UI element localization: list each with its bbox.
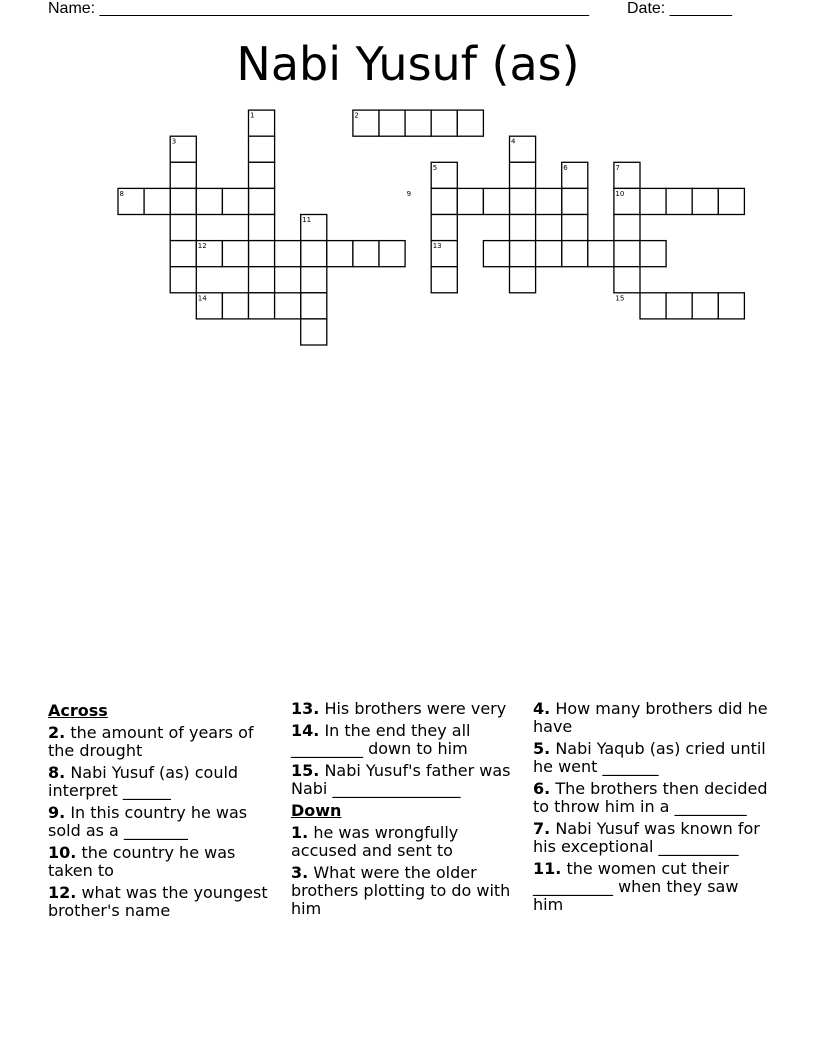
across-clue-list-continued bbox=[291, 700, 519, 798]
clue-text: In the end they all _________ down to him bbox=[291, 721, 471, 758]
crossword-cell[interactable] bbox=[144, 188, 170, 214]
crossword-cell[interactable] bbox=[379, 241, 405, 267]
clue-item bbox=[48, 884, 276, 920]
clue-number: 5. bbox=[533, 739, 551, 758]
cell-number: 5 bbox=[432, 163, 438, 172]
clue-text: Nabi Yusuf was known for his exceptional __________ bbox=[533, 819, 760, 856]
crossword-cell[interactable] bbox=[562, 241, 588, 267]
crossword-cell[interactable] bbox=[536, 241, 562, 267]
crossword-cell[interactable] bbox=[170, 162, 196, 188]
clue-item bbox=[48, 844, 276, 880]
crossword-cell[interactable] bbox=[249, 188, 275, 214]
clue-item bbox=[48, 764, 276, 800]
crossword-cell[interactable] bbox=[666, 293, 692, 319]
clue-item bbox=[291, 824, 519, 860]
crossword-cell[interactable] bbox=[170, 241, 196, 267]
crossword-cell[interactable] bbox=[249, 267, 275, 293]
crossword-cell[interactable] bbox=[431, 215, 457, 241]
clue-number: 15. bbox=[291, 761, 320, 780]
crossword-cell[interactable] bbox=[640, 241, 666, 267]
cell-number: 15 bbox=[615, 294, 625, 303]
crossword-cell[interactable] bbox=[588, 241, 614, 267]
crossword-grid bbox=[0, 0, 816, 400]
cell-number: 7 bbox=[615, 163, 620, 172]
down-clue-list-continued bbox=[533, 700, 769, 914]
cell-number: 1 bbox=[250, 111, 255, 120]
crossword-cell[interactable] bbox=[379, 110, 405, 136]
cell-number: 3 bbox=[171, 137, 177, 146]
crossword-cell[interactable] bbox=[431, 110, 457, 136]
crossword-cell[interactable] bbox=[692, 188, 718, 214]
name-field: Name: _______________________________________________________ bbox=[48, 0, 589, 17]
crossword-cell[interactable] bbox=[249, 215, 275, 241]
clue-text: Nabi Yusuf (as) could interpret ______ bbox=[48, 763, 239, 800]
clue-text: the amount of years of the drought bbox=[48, 723, 254, 760]
clue-item bbox=[291, 762, 519, 798]
crossword-cell[interactable] bbox=[170, 215, 196, 241]
clue-text: His brothers were very bbox=[324, 699, 507, 718]
crossword-cell[interactable] bbox=[301, 267, 327, 293]
clue-number: 13. bbox=[291, 699, 320, 718]
clue-item bbox=[291, 722, 519, 758]
clue-number: 10. bbox=[48, 843, 77, 862]
crossword-cell[interactable] bbox=[536, 188, 562, 214]
clue-item bbox=[48, 724, 276, 760]
clue-item bbox=[291, 864, 519, 918]
clue-number: 4. bbox=[533, 699, 551, 718]
clue-text: Nabi Yaqub (as) cried until he went _______ bbox=[533, 739, 766, 776]
clue-text: In this country he was sold as a ________ bbox=[48, 803, 248, 840]
cell-number: 11 bbox=[302, 216, 312, 224]
cell-number: 14 bbox=[197, 294, 207, 303]
down-heading: Down bbox=[291, 801, 342, 820]
crossword-cell[interactable] bbox=[614, 267, 640, 293]
clue-text: Nabi Yusuf's father was Nabi ________________ bbox=[291, 761, 511, 798]
clue-number: 2. bbox=[48, 723, 66, 742]
clue-text: The brothers then decided to throw him in a _________ bbox=[533, 779, 768, 816]
clue-item bbox=[533, 860, 769, 914]
crossword-cell[interactable] bbox=[562, 215, 588, 241]
clue-number: 6. bbox=[533, 779, 551, 798]
crossword-cell[interactable] bbox=[301, 241, 327, 267]
crossword-cell[interactable] bbox=[196, 188, 222, 214]
crossword-cell[interactable] bbox=[249, 293, 275, 319]
clue-text: what was the youngest brother's name bbox=[48, 883, 268, 920]
crossword-cell[interactable] bbox=[510, 267, 536, 293]
crossword-cell[interactable] bbox=[483, 241, 509, 267]
cell-number: 13 bbox=[432, 242, 442, 251]
crossword-cell[interactable] bbox=[431, 267, 457, 293]
crossword-cell[interactable] bbox=[457, 188, 483, 214]
clue-text: he was wrongfully accused and sent to bbox=[291, 823, 459, 860]
crossword-cell[interactable] bbox=[275, 241, 301, 267]
page-title: Nabi Yusuf (as) bbox=[236, 37, 580, 91]
crossword-cell[interactable] bbox=[405, 110, 431, 136]
cell-number: 4 bbox=[511, 137, 516, 146]
cell-number: 2 bbox=[354, 111, 359, 120]
crossword-cell[interactable] bbox=[222, 241, 248, 267]
clue-item bbox=[533, 740, 769, 776]
crossword-cell[interactable] bbox=[510, 215, 536, 241]
clue-item bbox=[533, 700, 769, 736]
crossword-cell[interactable] bbox=[692, 293, 718, 319]
clue-number: 7. bbox=[533, 819, 551, 838]
clue-number: 3. bbox=[291, 863, 309, 882]
cell-number: 9 bbox=[406, 189, 412, 198]
crossword-cell[interactable] bbox=[640, 293, 666, 319]
clue-text: the country he was taken to bbox=[48, 843, 236, 880]
clues-column-2 bbox=[291, 700, 519, 922]
crossword-cell[interactable] bbox=[562, 188, 588, 214]
clue-number: 1. bbox=[291, 823, 309, 842]
crossword-cell[interactable] bbox=[510, 188, 536, 214]
clue-number: 8. bbox=[48, 763, 66, 782]
crossword-cell[interactable] bbox=[614, 215, 640, 241]
date-field: Date: _______ bbox=[627, 0, 732, 17]
clue-item bbox=[533, 780, 769, 816]
crossword-cell[interactable] bbox=[614, 241, 640, 267]
crossword-cell[interactable] bbox=[718, 188, 744, 214]
crossword-cell[interactable] bbox=[275, 293, 301, 319]
across-clue-list bbox=[48, 724, 276, 920]
crossword-cell[interactable] bbox=[249, 162, 275, 188]
clue-item bbox=[48, 804, 276, 840]
crossword-cell[interactable] bbox=[457, 110, 483, 136]
crossword-cell[interactable] bbox=[170, 188, 196, 214]
crossword-cell[interactable] bbox=[222, 188, 248, 214]
cell-number: 6 bbox=[563, 163, 568, 172]
crossword-cell[interactable] bbox=[510, 162, 536, 188]
crossword-cell[interactable] bbox=[510, 241, 536, 267]
crossword-cell[interactable] bbox=[666, 188, 692, 214]
clues-column-3 bbox=[533, 700, 769, 918]
crossword-cell[interactable] bbox=[640, 188, 666, 214]
crossword-cell[interactable] bbox=[431, 188, 457, 214]
cell-number: 8 bbox=[119, 189, 124, 198]
clue-text: How many brothers did he have bbox=[533, 699, 768, 736]
clue-number: 9. bbox=[48, 803, 66, 822]
crossword-cell[interactable] bbox=[249, 241, 275, 267]
crossword-cell[interactable] bbox=[222, 293, 248, 319]
crossword-cell[interactable] bbox=[327, 241, 353, 267]
cell-number: 12 bbox=[197, 242, 207, 251]
cell-number: 10 bbox=[615, 189, 625, 198]
across-heading: Across bbox=[48, 701, 108, 720]
crossword-cell[interactable] bbox=[249, 136, 275, 162]
clue-number: 11. bbox=[533, 859, 562, 878]
clue-text: What were the older brothers plotting to do with him bbox=[291, 863, 511, 918]
clue-item bbox=[291, 700, 519, 718]
crossword-cell[interactable] bbox=[301, 293, 327, 319]
clue-item bbox=[533, 820, 769, 856]
crossword-cell[interactable] bbox=[718, 293, 744, 319]
crossword-cell[interactable] bbox=[301, 319, 327, 345]
clue-text: the women cut their __________ when they saw him bbox=[533, 859, 739, 914]
clue-number: 14. bbox=[291, 721, 320, 740]
crossword-cell[interactable] bbox=[353, 241, 379, 267]
clue-number: 12. bbox=[48, 883, 77, 902]
down-clue-list bbox=[291, 824, 519, 918]
crossword-cell[interactable] bbox=[170, 267, 196, 293]
crossword-cell[interactable] bbox=[483, 188, 509, 214]
clues-column-1 bbox=[48, 700, 276, 924]
